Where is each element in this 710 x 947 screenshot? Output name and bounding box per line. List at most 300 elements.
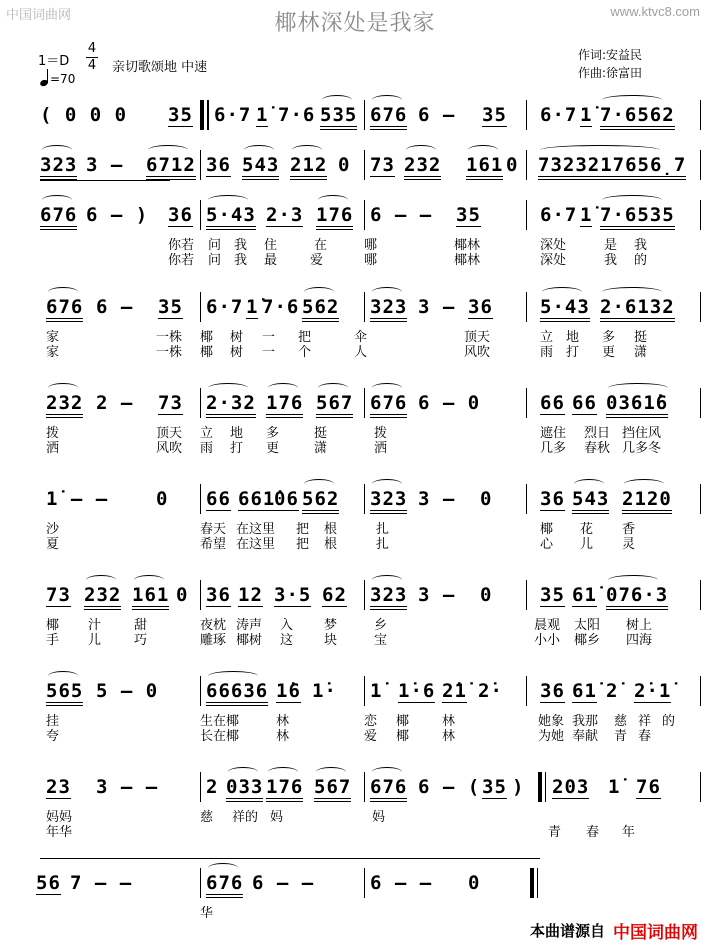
note-group: 562: [302, 488, 339, 514]
bar-line: [526, 200, 527, 230]
slur: [208, 195, 248, 205]
note-group: 661̇: [238, 488, 276, 510]
bar-line: [200, 388, 201, 418]
lyric-syllable: 夜枕: [200, 618, 227, 633]
lyric-syllable: 地: [566, 330, 580, 345]
note-group: ): [512, 776, 525, 798]
lyric-syllable: 林: [442, 714, 456, 729]
note-group: 5·43: [540, 296, 590, 322]
lyric-syllable: 妈妈: [46, 810, 73, 825]
lyric-syllable: 立: [540, 330, 554, 345]
separator-line: [40, 858, 540, 859]
slur: [372, 383, 402, 393]
lyric-syllable: 潇: [314, 441, 328, 456]
lyric-syllable: 问: [208, 238, 222, 253]
performance-style: 亲切歌颂地 中速: [112, 60, 208, 75]
slur: [574, 479, 604, 489]
note-group: 6 – –: [370, 872, 433, 894]
note-group: 12: [238, 584, 263, 606]
note-group: 2̇1̇: [442, 680, 467, 702]
note-group: 0: [176, 584, 189, 606]
lyric-syllable: 林: [442, 729, 456, 744]
note-group: 66: [572, 392, 597, 414]
note-group: 676: [370, 776, 407, 802]
slur: [372, 575, 402, 585]
note-group: 565: [46, 680, 83, 706]
lyric-syllable: 雨: [540, 345, 554, 360]
lyric-syllable: 一: [262, 345, 276, 360]
lyric-syllable: 洒: [46, 441, 60, 456]
lyric-syllable: 年: [622, 825, 636, 840]
time-top: 4: [87, 41, 97, 56]
repeat-bar-line: [200, 100, 204, 130]
note-group: 676: [370, 104, 407, 130]
slur: [208, 863, 238, 873]
lyric-syllable: 我: [234, 253, 248, 268]
note-group: 176: [266, 392, 303, 418]
bar-line: [364, 292, 365, 322]
separator-line: [40, 180, 170, 181]
lyric-syllable: 宝: [374, 633, 388, 648]
note-group: 0: [156, 488, 169, 510]
bar-line: [364, 200, 365, 230]
lyric-syllable: 林: [276, 714, 290, 729]
lyric-syllable: 慈: [614, 714, 628, 729]
note-group: 3 –: [418, 296, 456, 318]
bar-line: [700, 100, 701, 130]
note-group: 2 –: [96, 392, 134, 414]
bar-line: [526, 100, 527, 130]
slur: [48, 287, 78, 297]
lyric-syllable: 在这里: [236, 522, 276, 537]
composer-credit: 作曲:徐富田: [578, 66, 643, 80]
note-group: 6·7: [540, 104, 578, 126]
lyric-syllable: 立: [200, 426, 214, 441]
lyric-syllable: 打: [566, 345, 580, 360]
slur: [304, 479, 334, 489]
slur: [372, 479, 402, 489]
slur: [42, 145, 72, 155]
note-group: 1̇: [370, 680, 383, 702]
note-group: 23: [46, 776, 71, 798]
lyric-syllable: 春: [586, 825, 600, 840]
lyric-syllable: 哪: [364, 253, 378, 268]
note-group: 076·3: [606, 584, 668, 610]
bar-line: [526, 292, 527, 322]
note-group: 6 – –: [370, 204, 433, 226]
note-group: 6 –: [96, 296, 134, 318]
lyric-syllable: 几多: [540, 441, 567, 456]
note-group: ( 0 0 0: [40, 104, 128, 126]
slur: [42, 195, 72, 205]
lyric-syllable: 的: [662, 714, 676, 729]
staff-row-3: [0, 204, 710, 268]
note-group: 1̇·6: [398, 680, 436, 702]
lyric-syllable: 妈: [270, 810, 284, 825]
bar-line: [364, 772, 365, 802]
lyric-syllable: 哪: [364, 238, 378, 253]
lyric-syllable: 花: [580, 522, 594, 537]
watermark-right: www.ktvc8.com: [610, 4, 700, 19]
lyric-syllable: 更: [266, 441, 280, 456]
lyric-syllable: 树上: [626, 618, 653, 633]
note-group: 66636: [206, 680, 268, 706]
bar-line: [526, 676, 527, 706]
watermark-left: 中国词曲网: [6, 8, 72, 23]
lyric-syllable: 的: [634, 253, 648, 268]
lyric-syllable: 儿: [88, 633, 102, 648]
staff-row-9: [0, 776, 710, 840]
repeat-bar-line: [530, 868, 534, 898]
note-group: 6·7: [206, 296, 244, 318]
lyric-syllable: 汁: [88, 618, 102, 633]
slur: [268, 767, 298, 777]
slur: [406, 145, 436, 155]
note-group: 3 – –: [96, 776, 159, 798]
note-group: 1̇6: [276, 680, 301, 702]
lyric-syllable: 为她: [538, 729, 565, 744]
lyric-syllable: 顶天: [156, 426, 183, 441]
lyric-syllable: 长在椰: [200, 729, 240, 744]
lyric-syllable: 椰乡: [574, 633, 601, 648]
lyric-syllable: 树: [230, 345, 244, 360]
note-group: 36: [468, 296, 493, 318]
note-group: 5 – 0: [96, 680, 159, 702]
slur: [608, 383, 668, 393]
slur: [318, 383, 348, 393]
lyric-syllable: 祥的: [232, 810, 259, 825]
bar-line: [537, 868, 538, 898]
note-group: 0: [338, 154, 351, 176]
lyric-syllable: 你若: [168, 238, 195, 253]
lyric-syllable: 椰林: [454, 238, 481, 253]
note-group: 36: [540, 680, 565, 702]
note-group: 66: [540, 392, 565, 414]
bar-line: [200, 868, 201, 898]
lyric-syllable: 挺: [634, 330, 648, 345]
lyric-syllable: 拨: [46, 426, 60, 441]
staff-row-4: [0, 296, 710, 360]
note-group: 76: [636, 776, 661, 798]
lyric-syllable: 把: [296, 522, 310, 537]
note-group: 61̇: [572, 680, 597, 702]
lyric-syllable: 树: [230, 330, 244, 345]
bar-line: [200, 292, 201, 322]
bar-line: [700, 772, 701, 802]
note-group: 73: [158, 392, 183, 414]
lyric-syllable: 多: [602, 330, 616, 345]
lyricist-credit: 作词:安益民: [578, 48, 643, 62]
lyric-syllable: 恋: [364, 714, 378, 729]
note-group: 676: [206, 872, 243, 898]
lyric-syllable: 涛声: [236, 618, 263, 633]
note-group: 2120: [622, 488, 672, 514]
lyric-syllable: 拨: [374, 426, 388, 441]
lyric-syllable: 在: [314, 238, 328, 253]
note-group: 0: [480, 584, 493, 606]
note-group: 73: [370, 154, 395, 176]
note-group: 543: [572, 488, 609, 514]
time-bottom: 4: [87, 58, 97, 73]
note-group: 7323217656̣7: [538, 154, 686, 180]
lyric-syllable: 小小: [534, 633, 561, 648]
lyric-syllable: 家: [46, 345, 60, 360]
bar-line: [200, 200, 201, 230]
note-group: 323: [370, 296, 407, 322]
lyric-syllable: 块: [324, 633, 338, 648]
lyric-syllable: 你若: [168, 253, 195, 268]
note-group: 2·32: [206, 392, 256, 418]
note-group: 1̇: [580, 104, 593, 126]
lyric-syllable: 在这里: [236, 537, 276, 552]
note-group: 2̇: [606, 680, 619, 702]
lyric-syllable: 春: [638, 729, 652, 744]
note-group: 203: [552, 776, 590, 798]
bar-line: [200, 580, 201, 610]
lyric-syllable: 是: [604, 238, 618, 253]
quarter-note-icon: [40, 70, 50, 86]
lyric-syllable: 太阳: [574, 618, 601, 633]
lyric-syllable: 沙: [46, 522, 60, 537]
lyric-syllable: 妈: [372, 810, 386, 825]
lyric-syllable: 我: [604, 253, 618, 268]
staff-row-6: [0, 488, 710, 552]
lyric-syllable: 巧: [134, 633, 148, 648]
song-title: 椰林深处是我家: [274, 11, 436, 36]
note-group: 6·7: [540, 204, 578, 226]
note-group: 35: [168, 104, 193, 126]
lyric-syllable: 把: [296, 537, 310, 552]
staff-row-10: [0, 872, 710, 921]
slur: [372, 287, 402, 297]
lyric-syllable: 椰: [46, 618, 60, 633]
lyric-syllable: 慈: [200, 810, 214, 825]
bar-line: [700, 388, 701, 418]
note-group: 7 – –: [70, 872, 133, 894]
lyric-syllable: 把: [298, 330, 312, 345]
slur: [292, 145, 322, 155]
bar-line: [364, 868, 365, 898]
staff-row-8: [0, 680, 710, 744]
note-group: 2: [206, 776, 219, 798]
lyric-syllable: 椰林: [454, 253, 481, 268]
slur: [48, 383, 78, 393]
note-group: 562: [302, 296, 339, 322]
source-brand: 中国词曲网: [613, 923, 698, 943]
repeat-bar-line: [538, 772, 542, 802]
note-group: 676: [46, 296, 83, 322]
note-group: 535: [320, 104, 357, 130]
slur: [542, 287, 582, 297]
lyric-syllable: 夸: [46, 729, 60, 744]
staff-row-7: [0, 584, 710, 648]
note-group: 7·6: [278, 104, 316, 126]
lyric-syllable: 春天: [200, 522, 227, 537]
lyric-syllable: 我: [634, 238, 648, 253]
lyric-syllable: 椰: [396, 729, 410, 744]
note-group: 5·43: [206, 204, 256, 230]
staff-row-5: [0, 392, 710, 456]
bar-line: [545, 772, 546, 802]
note-group: 232: [46, 392, 83, 418]
note-group: 6 – (: [418, 776, 481, 798]
slur: [468, 145, 498, 155]
lyric-syllable: 椰树: [236, 633, 263, 648]
note-group: 7·6: [262, 296, 300, 318]
lyric-syllable: 深处: [540, 238, 567, 253]
slur: [86, 575, 116, 585]
note-group: 1̇ – –: [46, 488, 109, 510]
note-group: 6712: [146, 154, 196, 180]
note-group: 56: [36, 872, 61, 894]
lyric-syllable: 更: [602, 345, 616, 360]
lyric-syllable: 甜: [134, 618, 148, 633]
bar-line: [700, 676, 701, 706]
note-group: 232: [404, 154, 441, 180]
slur: [316, 767, 346, 777]
lyric-syllable: 烈日: [584, 426, 611, 441]
lyric-syllable: 我那: [572, 714, 599, 729]
note-group: 323: [370, 488, 407, 514]
note-group: 1̇: [608, 776, 621, 798]
lyric-syllable: 扎: [376, 537, 390, 552]
bar-line: [526, 580, 527, 610]
bar-line: [200, 772, 201, 802]
bar-line: [364, 676, 365, 706]
note-group: 36: [206, 154, 231, 176]
note-group: 323: [370, 584, 407, 610]
lyric-syllable: 根: [324, 537, 338, 552]
bar-line: [526, 388, 527, 418]
slur: [208, 671, 258, 681]
lyric-syllable: 椰: [540, 522, 554, 537]
note-group: 61̇: [572, 584, 597, 606]
note-group: 6·7: [214, 104, 252, 126]
source-label: 本曲谱源自: [529, 922, 605, 940]
note-group: 3 –: [418, 584, 456, 606]
note-group: 35: [540, 584, 565, 606]
note-group: 3·5: [274, 584, 312, 606]
lyric-syllable: 爱: [364, 729, 378, 744]
slur: [322, 95, 352, 105]
lyric-syllable: 雨: [200, 441, 214, 456]
lyric-syllable: 雕琢: [200, 633, 227, 648]
note-group: 676: [40, 204, 77, 230]
note-group: 1̇·: [312, 680, 337, 702]
lyric-syllable: 华: [200, 906, 214, 921]
time-signature: [86, 42, 98, 73]
lyric-syllable: 洒: [374, 441, 388, 456]
note-group: 36: [540, 488, 565, 510]
note-group: 6 –: [418, 104, 456, 126]
note-group: 35: [482, 104, 507, 126]
lyric-syllable: 椰: [200, 345, 214, 360]
bar-line: [364, 100, 365, 130]
lyric-syllable: 年华: [46, 825, 73, 840]
lyric-syllable: 香: [622, 522, 636, 537]
lyric-syllable: 家: [46, 330, 60, 345]
note-group: 36: [206, 584, 231, 606]
note-group: 2̇·1̇: [634, 680, 672, 702]
lyric-syllable: 梦: [324, 618, 338, 633]
lyric-syllable: 风吹: [156, 441, 183, 456]
lyric-syllable: 椰: [200, 330, 214, 345]
note-group: 7·6535: [600, 204, 675, 230]
note-group: 0361̇6: [606, 392, 668, 418]
note-group: 6 – 0: [418, 392, 481, 414]
slur: [208, 383, 248, 393]
slur: [602, 287, 662, 297]
lyric-syllable: 最: [264, 253, 278, 268]
lyric-syllable: 这: [280, 633, 294, 648]
note-group: 0: [480, 488, 493, 510]
tempo-marking: [40, 70, 75, 86]
lyric-syllable: 挡住风: [622, 426, 662, 441]
slur: [624, 479, 664, 489]
note-group: 0: [506, 154, 519, 176]
slur: [540, 145, 660, 155]
lyric-syllable: 住: [264, 238, 278, 253]
lyric-syllable: 手: [46, 633, 60, 648]
lyric-syllable: 深处: [540, 253, 567, 268]
lyric-syllable: 地: [230, 426, 244, 441]
bar-line: [526, 150, 527, 180]
bar-line: [364, 484, 365, 514]
bar-line: [700, 292, 701, 322]
lyric-syllable: 四海: [626, 633, 653, 648]
note-group: 161: [132, 584, 169, 610]
lyric-syllable: 多: [266, 426, 280, 441]
slur: [228, 767, 258, 777]
note-group: 73: [46, 584, 71, 606]
lyric-syllable: 儿: [580, 537, 594, 552]
key-signature: 1＝D: [38, 54, 70, 69]
lyric-syllable: 遮住: [540, 426, 567, 441]
slur: [372, 767, 402, 777]
slur: [134, 575, 164, 585]
lyric-syllable: 夏: [46, 537, 60, 552]
lyric-syllable: 扎: [376, 522, 390, 537]
lyric-syllable: 青: [614, 729, 628, 744]
lyric-syllable: 晨观: [534, 618, 561, 633]
note-group: 6 – –: [252, 872, 315, 894]
slur: [48, 671, 78, 681]
lyric-syllable: 她象: [538, 714, 565, 729]
note-group: 3 –: [418, 488, 456, 510]
slur: [318, 195, 348, 205]
bar-line: [200, 484, 201, 514]
lyric-syllable: 潇: [634, 345, 648, 360]
slur: [602, 95, 662, 105]
note-group: 567: [316, 392, 353, 418]
lyric-syllable: 乡: [374, 618, 388, 633]
tempo-value: =70: [50, 72, 76, 86]
slur: [602, 195, 662, 205]
note-group: 35: [456, 204, 481, 226]
lyric-syllable: 祥: [638, 714, 652, 729]
bar-line: [700, 150, 701, 180]
lyric-syllable: 问: [208, 253, 222, 268]
lyric-syllable: 一株: [156, 345, 183, 360]
slur: [304, 287, 334, 297]
staff-row-1: [0, 104, 710, 144]
lyric-syllable: 奉献: [572, 729, 599, 744]
slur: [268, 383, 298, 393]
note-group: 2·3: [266, 204, 304, 226]
lyric-syllable: 心: [540, 537, 554, 552]
note-group: 567: [314, 776, 351, 802]
note-group: 543: [242, 154, 279, 180]
